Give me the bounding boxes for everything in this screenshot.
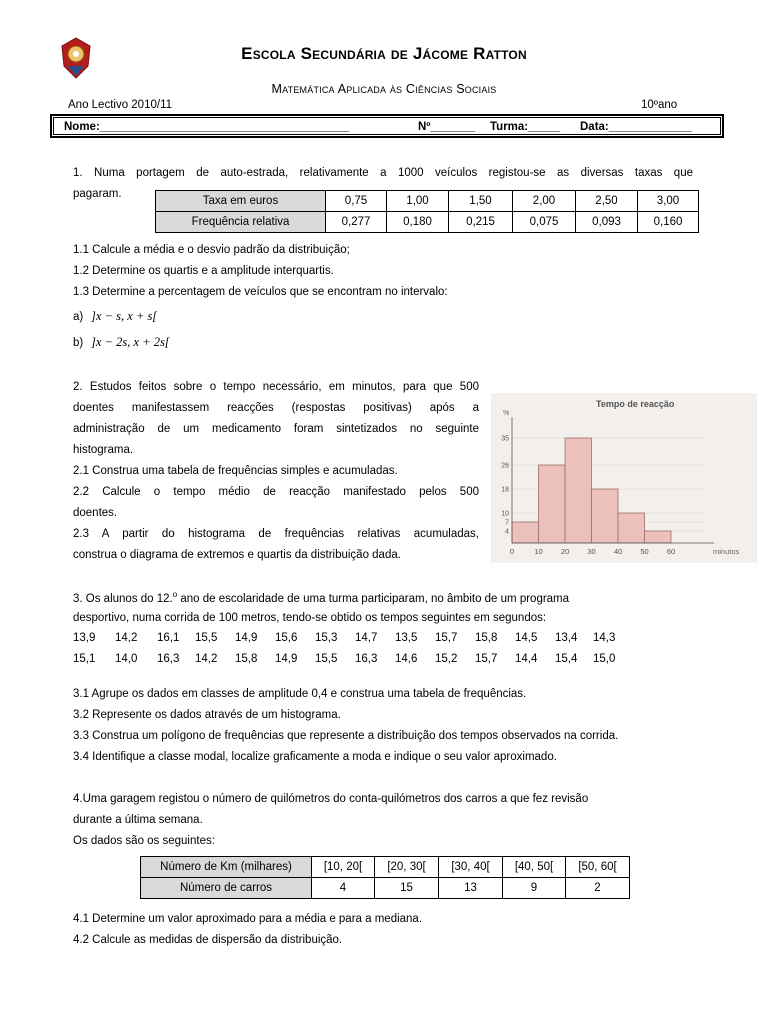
q3-data-value: 13,9 bbox=[73, 632, 96, 644]
academic-year: Ano Lectivo 2010/11 bbox=[68, 99, 173, 111]
q2-item-3: 2.3 A partir do histograma de frequências relativas acumuladas, bbox=[73, 528, 479, 540]
q3-data-value: 16,3 bbox=[355, 653, 378, 665]
q1-option-b-label: b) bbox=[73, 337, 84, 349]
q3-item-4: 3.4 Identifique a classe modal, localize graficamente a moda e indique o seu valor aproximado. bbox=[73, 751, 557, 763]
date-field[interactable]: Data:_____________ bbox=[580, 121, 692, 133]
q1-intro-line2: pagaram. bbox=[73, 188, 122, 200]
q3-item-3: 3.3 Construa um polígono de frequências que represente a distribuição dos tempos observados na corrida. bbox=[73, 730, 619, 742]
q4-table-cell: [10, 20[ bbox=[312, 857, 375, 878]
q3-data-value: 15,4 bbox=[555, 653, 578, 665]
q4-table-header-km: Número de Km (milhares) bbox=[141, 857, 312, 878]
q2-item-1: 2.1 Construa uma tabela de frequências simples e acumuladas. bbox=[73, 465, 398, 477]
q1-table-cell: 1,50 bbox=[449, 191, 513, 212]
subject-title: Matemática Aplicada às Ciências Sociais bbox=[271, 82, 497, 96]
x-tick-label: 50 bbox=[640, 547, 649, 556]
q3-data-value: 14,3 bbox=[593, 632, 616, 644]
q2-item-2-cont: doentes. bbox=[73, 507, 118, 519]
y-tick-label: 4 bbox=[505, 528, 509, 536]
q1-table-cell: 0,093 bbox=[576, 212, 638, 233]
q3-data-value: 15,5 bbox=[195, 632, 218, 644]
q3-data-value: 14,7 bbox=[355, 632, 378, 644]
q1-table-cell: 0,215 bbox=[449, 212, 513, 233]
q1-table-cell: 0,75 bbox=[326, 191, 387, 212]
q4-table-cell: 13 bbox=[439, 878, 503, 899]
q4-item-1: 4.1 Determine um valor aproximado para a média e para a mediana. bbox=[73, 913, 423, 925]
q1-item-1: 1.1 Calcule a média e o desvio padrão da distribuição; bbox=[73, 244, 350, 256]
q4-table-cell: 15 bbox=[375, 878, 439, 899]
y-tick-label: 26 bbox=[501, 462, 509, 470]
q1-option-a-interval: ]x − s, x + s[ bbox=[91, 309, 158, 323]
histogram-svg bbox=[491, 393, 757, 563]
q1-table-cell: 1,00 bbox=[387, 191, 449, 212]
q2-line: histograma. bbox=[73, 444, 134, 456]
q4-table-cell: 2 bbox=[566, 878, 630, 899]
class-field[interactable]: Turma:_____ bbox=[490, 121, 561, 133]
q1-table-cell: 3,00 bbox=[638, 191, 699, 212]
histogram-bar bbox=[592, 489, 619, 543]
q1-table-cell: 0,180 bbox=[387, 212, 449, 233]
x-tick-label: 10 bbox=[534, 547, 543, 556]
q3-data-value: 14,6 bbox=[395, 653, 418, 665]
q3-data-value: 14,4 bbox=[515, 653, 538, 665]
chart-ylabel: % bbox=[503, 410, 510, 417]
y-tick-label: 35 bbox=[501, 435, 509, 443]
number-field[interactable]: Nº_______ bbox=[418, 121, 476, 133]
q1-table-cell: 2,00 bbox=[513, 191, 576, 212]
q3-data-value: 14,0 bbox=[115, 653, 138, 665]
q3-data-value: 16,3 bbox=[157, 653, 180, 665]
q4-line1: 4.Uma garagem registou o número de quilómetros do conta-quilómetros dos carros a que fez revisão bbox=[73, 793, 589, 805]
q2-line: administração de um medicamento foram sintetizados no seguinte bbox=[73, 423, 479, 435]
q4-km-table bbox=[140, 856, 630, 899]
q3-intro-main: 3. Os alunos do 12. bbox=[73, 592, 173, 605]
q4-table-cell: [30, 40[ bbox=[439, 857, 503, 878]
q4-table-header-cars: Número de carros bbox=[141, 878, 312, 899]
q1-table-cell: 0,277 bbox=[326, 212, 387, 233]
q2-item-3-cont: construa o diagrama de extremos e quartis da distribuição dada. bbox=[73, 549, 401, 561]
q3-data-value: 15,7 bbox=[435, 632, 458, 644]
histogram-bar bbox=[565, 438, 592, 543]
q3-data-value: 14,2 bbox=[115, 632, 138, 644]
q3-item-2: 3.2 Represente os dados através de um histograma. bbox=[73, 709, 341, 721]
school-name: Escola Secundária de Jácome Ratton bbox=[241, 44, 527, 63]
student-info-box bbox=[50, 114, 724, 138]
x-tick-label: 20 bbox=[560, 547, 570, 556]
q1-table-cell: 0,075 bbox=[513, 212, 576, 233]
q3-data-row-2 bbox=[73, 653, 633, 669]
q3-item-1: 3.1 Agrupe os dados em classes de amplitude 0,4 e construa uma tabela de frequências. bbox=[73, 688, 527, 700]
q3-data-value: 15,3 bbox=[315, 632, 338, 644]
q3-data-value: 15,8 bbox=[235, 653, 258, 665]
histogram-bar bbox=[512, 522, 539, 543]
q3-data-value: 15,8 bbox=[475, 632, 498, 644]
q1-item-2: 1.2 Determine os quartis e a amplitude interquartis. bbox=[73, 265, 334, 277]
y-tick-label: 7 bbox=[505, 519, 509, 527]
q3-data-value: 15,1 bbox=[73, 653, 96, 665]
chart-xlabel: minutos bbox=[713, 547, 740, 556]
q3-data-value: 15,5 bbox=[315, 653, 338, 665]
q3-data-value: 15,2 bbox=[435, 653, 458, 665]
q3-data-value: 14,9 bbox=[275, 653, 298, 665]
histogram-bar bbox=[539, 465, 566, 543]
q4-table-cell: 4 bbox=[312, 878, 375, 899]
y-tick-label: 18 bbox=[501, 486, 509, 494]
histogram-bar bbox=[618, 513, 645, 543]
histogram-bar bbox=[645, 531, 672, 543]
q1-option-a-label: a) bbox=[73, 311, 84, 323]
q1-frequency-table bbox=[155, 190, 699, 233]
q1-option-b-interval: ]x − 2s, x + 2s[ bbox=[91, 335, 170, 349]
q3-data-value: 15,6 bbox=[275, 632, 298, 644]
name-field[interactable]: Nome:_______________________________________ bbox=[64, 121, 350, 133]
q4-table-cell: [50, 60[ bbox=[566, 857, 630, 878]
q4-table-cell: 9 bbox=[503, 878, 566, 899]
q3-data-value: 16,1 bbox=[157, 632, 180, 644]
q2-item-2: 2.2 Calcule o tempo médio de reacção manifestado pelos 500 bbox=[73, 486, 479, 498]
q3-intro-line2: desportivo, numa corrida de 100 metros, tendo-se obtido os tempos seguintes em segundos: bbox=[73, 612, 547, 624]
q3-intro-sup: o bbox=[172, 590, 178, 599]
q1-item-3: 1.3 Determine a percentagem de veículos que se encontram no intervalo: bbox=[73, 286, 448, 298]
q4-line3: Os dados são os seguintes: bbox=[73, 835, 215, 847]
x-tick-label: 0 bbox=[509, 547, 515, 556]
q3-data-row-1 bbox=[73, 632, 633, 648]
q4-table-cell: [40, 50[ bbox=[503, 857, 566, 878]
q1-table-header-tax: Taxa em euros bbox=[156, 191, 326, 212]
q1-table-cell: 2,50 bbox=[576, 191, 638, 212]
q1-table-cell: 0,160 bbox=[638, 212, 699, 233]
q3-data-value: 15,7 bbox=[475, 653, 498, 665]
q2-line: doentes manifestassem reacções (respostas positivas) após a bbox=[73, 402, 479, 414]
q3-data-value: 14,2 bbox=[195, 653, 218, 665]
reaction-time-histogram bbox=[491, 393, 757, 563]
x-tick-label: 40 bbox=[613, 547, 623, 556]
q3-data-value: 15,0 bbox=[593, 653, 616, 665]
q4-line2: durante a última semana. bbox=[73, 814, 203, 826]
grade-label: 10ºano bbox=[641, 99, 678, 111]
q3-data-value: 14,9 bbox=[235, 632, 258, 644]
x-tick-label: 30 bbox=[587, 547, 596, 556]
x-tick-label: 60 bbox=[666, 547, 676, 556]
q3-data-value: 13,4 bbox=[555, 632, 578, 644]
q4-table-cell: [20, 30[ bbox=[375, 857, 439, 878]
q1-intro-line1: 1. Numa portagem de auto-estrada, relativamente a 1000 veículos registou-se as diversas taxas que bbox=[73, 167, 693, 179]
y-tick-label: 10 bbox=[501, 510, 509, 518]
q2-line: 2. Estudos feitos sobre o tempo necessário, em minutos, para que 500 bbox=[73, 381, 479, 393]
q4-item-2: 4.2 Calcule as medidas de dispersão da distribuição. bbox=[73, 934, 343, 946]
q3-data-value: 13,5 bbox=[395, 632, 418, 644]
chart-title: Tempo de reacção bbox=[596, 399, 675, 409]
q1-table-header-freq: Frequência relativa bbox=[156, 212, 326, 233]
q3-data-value: 14,5 bbox=[515, 632, 538, 644]
q3-intro-line1 bbox=[73, 590, 569, 605]
q3-intro-rest: ano de escolaridade de uma turma participaram, no âmbito de um programa bbox=[177, 592, 570, 605]
